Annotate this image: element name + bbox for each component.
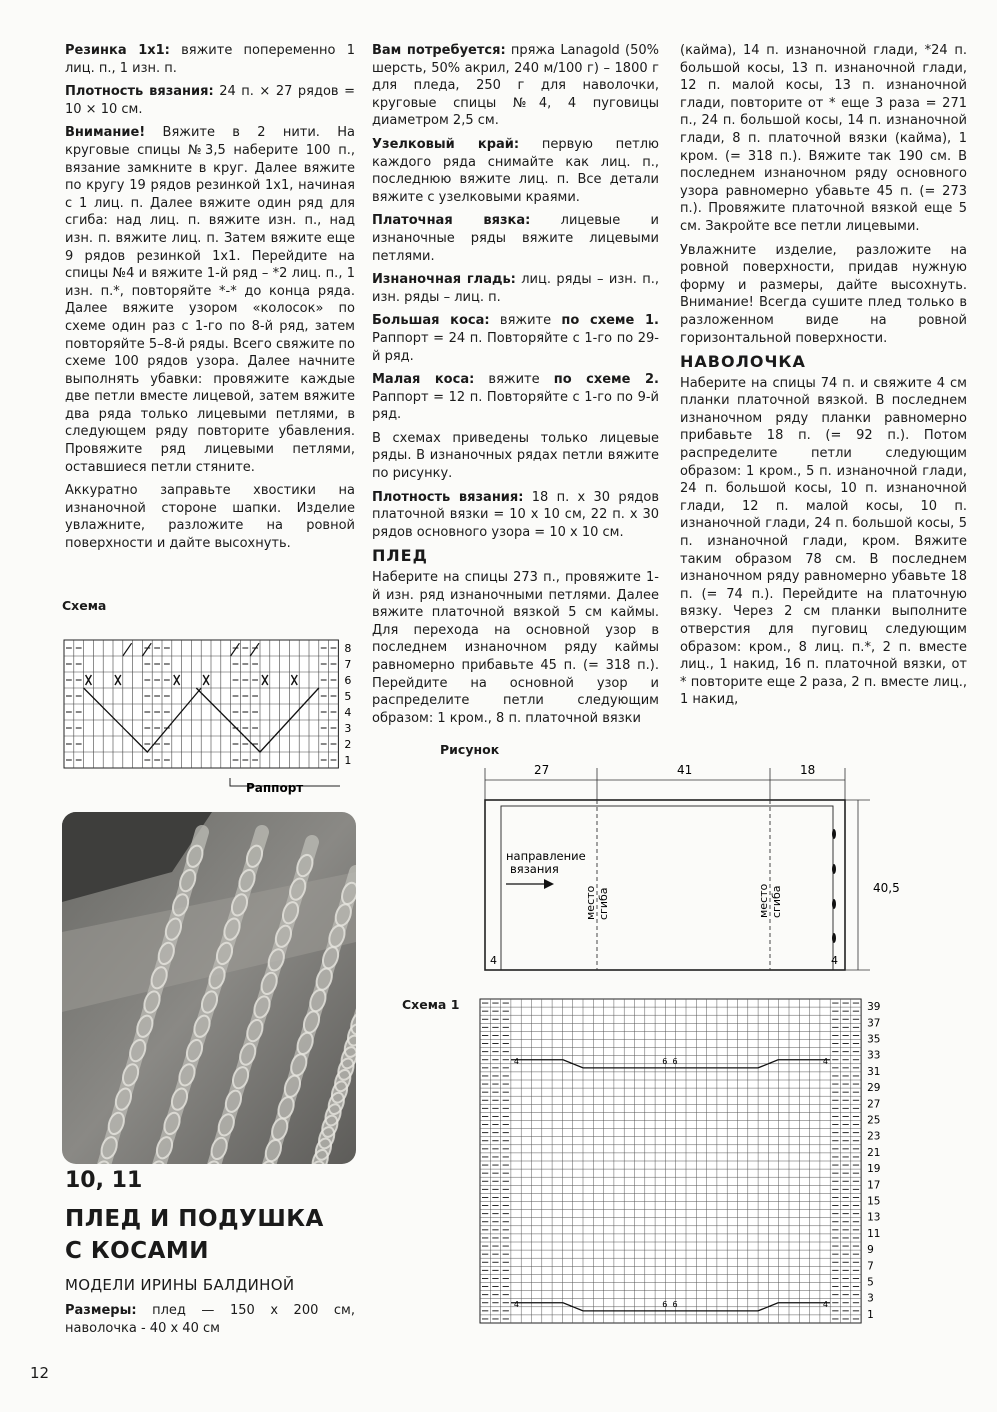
svg-text:сгиба: сгиба <box>597 887 610 920</box>
model-author: МОДЕЛИ ИРИНЫ БАЛДИНОЙ <box>65 1276 295 1294</box>
section-plaid-title: ПЛЕД <box>372 546 428 566</box>
schema1-row-number: 25 <box>867 1114 881 1127</box>
schema-row-number: 8 <box>344 642 352 655</box>
drawing-label: Рисунок <box>440 742 500 757</box>
buttonhole-icon <box>832 829 836 839</box>
schema-row-number: 3 <box>344 722 352 735</box>
svg-text:4: 4 <box>822 1299 828 1309</box>
blanket-photo <box>62 812 356 1164</box>
schema1-row-number: 19 <box>867 1163 881 1176</box>
svg-text:вязания: вязания <box>510 862 559 876</box>
materials-paragraph: Вам потребуется: пряжа Lanagold (50% шерсть, 50% акрил, 240 м/100 г) – 1800 г для пледа, 250 г для наволочки, круговые спицы №4, 4 пуговицы диаметром 2,5 см. <box>372 43 659 129</box>
page-number: 12 <box>30 1364 50 1382</box>
schema1-row-number: 33 <box>867 1049 881 1062</box>
sizes-paragraph: Размеры: плед — 150 х 200 см, наволочка - 40 х 40 см <box>65 1303 355 1336</box>
schema-row-number: 6 <box>344 674 352 687</box>
svg-text:6: 6 <box>672 1056 678 1066</box>
model-number: 10, 11 <box>65 1168 143 1193</box>
dim-27: 27 <box>534 763 550 777</box>
gauge-paragraph: Плотность вязания: 24 п. × 27 рядов = 10 × 10 см. <box>65 84 355 117</box>
schema1-row-number: 21 <box>867 1146 881 1159</box>
section-pillowcase-title: НАВОЛОЧКА <box>680 352 806 372</box>
dim-41: 41 <box>677 763 693 777</box>
column-3 <box>680 42 967 715</box>
schema1-row-number: 7 <box>867 1260 874 1273</box>
schema-row-number: 2 <box>344 738 352 751</box>
svg-text:6: 6 <box>662 1299 668 1309</box>
buttonhole-icon <box>832 864 836 874</box>
small-schema-chart <box>60 636 360 796</box>
svg-text:место: место <box>584 885 597 920</box>
finishing-paragraph: Аккуратно заправьте хвостики на изнаночной стороне шапки. Изделие увлажните, разложите на ровной поверхности и дайте высохнуть. <box>65 483 355 552</box>
svg-text:4: 4 <box>831 954 838 967</box>
schema-note-paragraph: В схемах приведены только лицевые ряды. В изнаночных рядах петли вяжите по рисунку. <box>372 430 659 482</box>
schema1-row-number: 35 <box>867 1033 881 1046</box>
schema1-row-number: 5 <box>867 1276 874 1289</box>
schema1-row-number: 31 <box>867 1065 881 1078</box>
schema-row-number: 5 <box>344 690 352 703</box>
buttonhole-icon <box>832 933 836 943</box>
svg-text:6: 6 <box>662 1056 668 1066</box>
schema1-label: Схема 1 <box>402 997 460 1012</box>
schema1-row-number: 27 <box>867 1098 881 1111</box>
svg-text:4: 4 <box>513 1299 519 1309</box>
schema1-row-number: 1 <box>867 1308 874 1321</box>
small-cable-paragraph: Малая коса: вяжите по схеме 2. Раппорт = 12 п. Повторяйте с 1-го по 9-й ряд. <box>372 372 659 423</box>
schema1-row-number: 37 <box>867 1017 881 1030</box>
schema1-chart <box>470 995 910 1335</box>
column-2 <box>372 42 659 733</box>
svg-text:4: 4 <box>490 954 497 967</box>
svg-text:4: 4 <box>513 1056 519 1066</box>
reverse-stockinette-paragraph: Изнаночная гладь: лиц. ряды – изн. п., изн. ряды – лиц. п. <box>372 272 659 305</box>
dim-18: 18 <box>800 763 816 777</box>
direction-arrow-icon <box>544 879 554 889</box>
dim-height: 40,5 <box>873 881 900 895</box>
schema1-row-number: 13 <box>867 1211 881 1224</box>
garter-paragraph: Платочная вязка: лицевые и изнаночные ряды вяжите лицевыми петлями. <box>372 213 659 264</box>
schema1-row-number: 17 <box>867 1179 881 1192</box>
svg-text:сгиба: сгиба <box>770 885 783 918</box>
schema1-row-number: 3 <box>867 1292 874 1305</box>
pillowcase-paragraph: Наберите на спицы 74 п. и свяжите 4 см планки платочной вязкой. В последнем изнаночном ряду планки равномерно прибавьте 18 п. (= 92 п.). Потом распределите петли следующим образом: 1 кром., 5 п. изнаночной глади, 24 п. большой косы, 10 п. изнаночной глади, 12 п. малой косы, 10 п. изнаночной глади, 24 п. большой косы, 5 п. изнаночной глади, кром. Вяжите таким образом 78 см. В последнем изнаночном ряду равномерно убавьте 18 п. (= 74 п.). Перейдите на платочную вязку. Через 2 см планки выполните отверстия для пуговиц следующим образом: кром., 8 лиц. п.*, 2 п. вместе лиц., 1 накид, 16 п. платочной вязки, от * повторите еще 2 раза, 2 п. вместе лиц., 1 накид, <box>680 375 967 708</box>
svg-text:4: 4 <box>822 1056 828 1066</box>
plaid-paragraph: Наберите на спицы 273 п., провяжите 1-й изн. ряд изнаночными петлями. Далее вяжите платочной вязкой 5 см каймы. Для перехода на основной узор в последнем изнаночном ряду каймы равномерно прибавьте 45 п. (= 318 п.). Перейдите на основной узор и распределите петли следующим образом: 1 кром., 8 п. платочной вязки <box>372 570 659 726</box>
svg-text:направление: направление <box>506 849 586 863</box>
plaid-continued-paragraph: (кайма), 14 п. изнаночной глади, *24 п. большой косы, 13 п. изнаночной глади, 12 п. малой косы, 13 п. изнаночной глади, повторите от * еще 3 раза = 271 п., 24 п. большой косы, 14 п. изнаночной глади, 8 п. платочной вязки (кайма), 1 кром. (= 318 п.). Вяжите так 190 см. В последнем изнаночном ряду основного узора равномерно убавьте 45 п. (= 273 п.). Провяжите платочной вязкой еще 5 см. Закройте все петли лицевыми. <box>680 43 967 234</box>
instructions-paragraph: Внимание! Вяжите в 2 нити. На круговые спицы №3,5 наберите 100 п., вязание замкните в круг. Далее вяжите по кругу 19 рядов резинкой 1x1, начиная с 1 лиц. п. Далее вяжите один ряд для сгиба: над лиц. п. вяжите изн. п., над изн. п. вяжите лиц. п. Затем вяжите еще 9 рядов резинкой 1x1. Перейдите на спицы №4 и вяжите 1-й ряд – *2 лиц. п., 1 изн. п.*, повторяйте *-* до конца ряда. Далее вяжите узором «колосок» по схеме один раз с 1-го по 8-й ряд, затем повторяйте 5–8-й ряды. Всего свяжите по схеме 100 рядов узора. Далее начните выполнять убавки: провяжите каждые две петли вместе лицевой, затем вяжите два ряда только лицевыми петлями, в следующем ряду повторите убавления. Провяжите ряд лицевыми петлями, оставшиеся петли стяните. <box>65 125 355 475</box>
large-cable-paragraph: Большая коса: вяжите по схеме 1. Раппорт = 24 п. Повторяйте с 1-го по 29-й ряд. <box>372 313 659 364</box>
schema1-row-number: 15 <box>867 1195 881 1208</box>
model-title-line1: ПЛЕД И ПОДУШКА <box>65 1206 324 1232</box>
schema1-row-number: 11 <box>867 1227 881 1240</box>
svg-text:6: 6 <box>672 1299 678 1309</box>
buttonhole-icon <box>832 899 836 909</box>
gauge2-paragraph: Плотность вязания: 18 п. х 30 рядов платочной вязки = 10 х 10 см, 22 п. х 30 рядов основного узора = 10 х 10 см. <box>372 489 659 540</box>
edge-paragraph: Узелковый край: первую петлю каждого ряда снимайте как лиц. п., последнюю вяжите лиц. п. Все детали вяжите с узелковыми краями. <box>372 136 659 205</box>
drying-paragraph: Увлажните изделие, разложите на ровной поверхности, придав нужную форму и размеры, дайте высохнуть. Внимание! Всегда сушите плед только в разложенном виде на ровной горизонтальной поверхности. <box>680 242 967 346</box>
model-title-line2: С КОСАМИ <box>65 1238 210 1264</box>
schema-row-number: 4 <box>344 706 352 719</box>
svg-text:место: место <box>757 883 770 918</box>
schema1-row-number: 23 <box>867 1130 881 1143</box>
schema1-row-number: 9 <box>867 1244 874 1257</box>
pillow-drawing <box>470 758 910 984</box>
schema1-row-number: 29 <box>867 1082 881 1095</box>
schema1-row-number: 39 <box>867 1001 881 1014</box>
schema-row-number: 7 <box>344 658 352 671</box>
schema-label: Схема <box>62 598 107 613</box>
rib-paragraph: Резинка 1x1: вяжите попеременно 1 лиц. п., 1 изн. п. <box>65 43 355 76</box>
rapport-label: Раппорт <box>246 781 304 795</box>
schema-row-number: 1 <box>344 754 352 767</box>
column-1 <box>65 42 355 559</box>
